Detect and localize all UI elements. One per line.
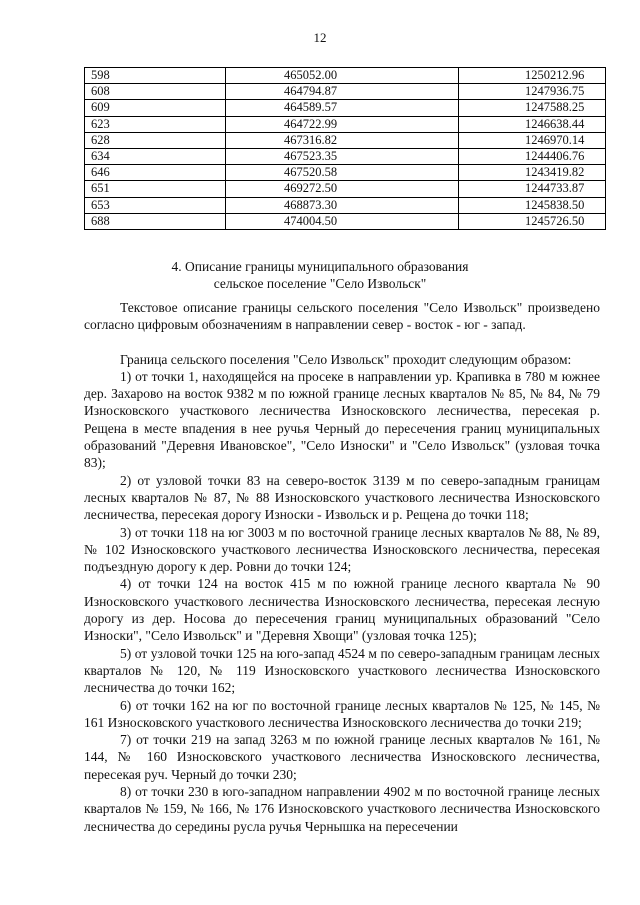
paragraph: 6) от точки 162 на юг по восточной границе лесных кварталов № 125, № 145, № 161 Износковского участкового лесничества Износковского лесничества до точки 219; <box>84 697 600 730</box>
section-title <box>0 258 640 292</box>
table-row <box>85 148 606 164</box>
point-number-cell: 651 <box>85 181 226 197</box>
x-coordinate-cell: 469272.50 <box>226 181 459 197</box>
paragraph: 4) от точки 124 на восток 415 м по южной границе лесного квартала № 90 Износковского участкового лесничества Износковского лесничества, пересекая лесную дорогу из дер. Носова до пересечения границ муниципальных образований "Село Износки", "Село Извольск" и "Деревня Хвощи" (узловая точка 125); <box>84 576 600 644</box>
table-row <box>85 197 606 213</box>
table-row <box>85 68 606 84</box>
x-coordinate-cell: 464794.87 <box>226 84 459 100</box>
y-coordinate-cell: 1244733.87 <box>459 181 606 197</box>
table-row <box>85 100 606 116</box>
point-number-cell: 646 <box>85 165 226 181</box>
paragraph: 8) от точки 230 в юго-западном направлении 4902 м по восточной границе лесных кварталов № 159, № 166, № 176 Износковского участкового лесничества Износковского лесничества до середины русла ручья Чернышка на пересечении <box>84 784 600 834</box>
x-coordinate-cell: 467316.82 <box>226 132 459 148</box>
table-row <box>85 132 606 148</box>
coordinates-table <box>84 67 606 230</box>
boundary-description <box>84 299 600 835</box>
y-coordinate-cell: 1246638.44 <box>459 116 606 132</box>
x-coordinate-cell: 468873.30 <box>226 197 459 213</box>
y-coordinate-cell: 1247588.25 <box>459 100 606 116</box>
section-title-line2: сельское поселение "Село Извольск" <box>213 276 427 291</box>
y-coordinate-cell: 1243419.82 <box>459 165 606 181</box>
page-number: 12 <box>313 30 327 45</box>
intro-paragraph: Текстовое описание границы сельского поселения "Село Извольск" произведено согласно цифровым обозначениям в направлении север - восток - юг - запад. <box>84 300 600 333</box>
table-row <box>85 165 606 181</box>
table-row <box>85 84 606 100</box>
point-number-cell: 598 <box>85 68 226 84</box>
y-coordinate-cell: 1245838.50 <box>459 197 606 213</box>
paragraph: 2) от узловой точки 83 на северо-восток 3139 м по северо-западным границам лесных кварталов № 87, № 88 Износковского участкового лесничества Износковского лесничества, пересекая дорогу Износки - Извольск и р. Рещена до точки 118; <box>84 472 600 523</box>
y-coordinate-cell: 1250212.96 <box>459 68 606 84</box>
paragraph: 1) от точки 1, находящейся на просеке в направлении ур. Крапивка в 780 м южнее дер. Захарово на восток 9382 м по южной границе лесных кварталов № 85, № 84, № 79 Износковского участкового лесничества Износковского лесничества, пересекая р. Рещена в месте впадения в нее ручья Черный до пересечения границ муниципальных образований "Деревня Ивановское", "Село Износки" и "Село Извольск" (узловая точка 83); <box>84 368 600 471</box>
point-number-cell: 688 <box>85 213 226 229</box>
paragraph: Граница сельского поселения "Село Извольск" проходит следующим образом: <box>120 351 572 367</box>
table-row <box>85 213 606 229</box>
x-coordinate-cell: 464589.57 <box>226 100 459 116</box>
paragraph: 3) от точки 118 на юг 3003 м по восточной границе лесных кварталов № 88, № 89, № 102 Износковского участкового лесничества Износковского лесничества, пересекая подъездную дорогу к дер. Ровни до точки 124; <box>84 524 600 575</box>
point-number-cell: 653 <box>85 197 226 213</box>
x-coordinate-cell: 467520.58 <box>226 165 459 181</box>
y-coordinate-cell: 1245726.50 <box>459 213 606 229</box>
point-number-cell: 623 <box>85 116 226 132</box>
point-number-cell: 628 <box>85 132 226 148</box>
y-coordinate-cell: 1244406.76 <box>459 148 606 164</box>
table-row <box>85 116 606 132</box>
x-coordinate-cell: 464722.99 <box>226 116 459 132</box>
y-coordinate-cell: 1247936.75 <box>459 84 606 100</box>
point-number-cell: 608 <box>85 84 226 100</box>
point-number-cell: 609 <box>85 100 226 116</box>
y-coordinate-cell: 1246970.14 <box>459 132 606 148</box>
x-coordinate-cell: 465052.00 <box>226 68 459 84</box>
x-coordinate-cell: 467523.35 <box>226 148 459 164</box>
section-title-line1: 4. Описание границы муниципального образования <box>171 259 469 274</box>
x-coordinate-cell: 474004.50 <box>226 213 459 229</box>
table-row <box>85 181 606 197</box>
point-number-cell: 634 <box>85 148 226 164</box>
paragraph: 5) от узловой точки 125 на юго-запад 4524 м по северо-западным границам лесных кварталов № 120, № 119 Износковского участкового лесничества Износковского лесничества до точки 162; <box>84 645 600 696</box>
paragraph: 7) от точки 219 на запад 3263 м по южной границе лесных кварталов № 161, № 144, № 160 Износковского участкового лесничества Износковского лесничества, пересекая руч. Черный до точки 230; <box>84 732 600 782</box>
